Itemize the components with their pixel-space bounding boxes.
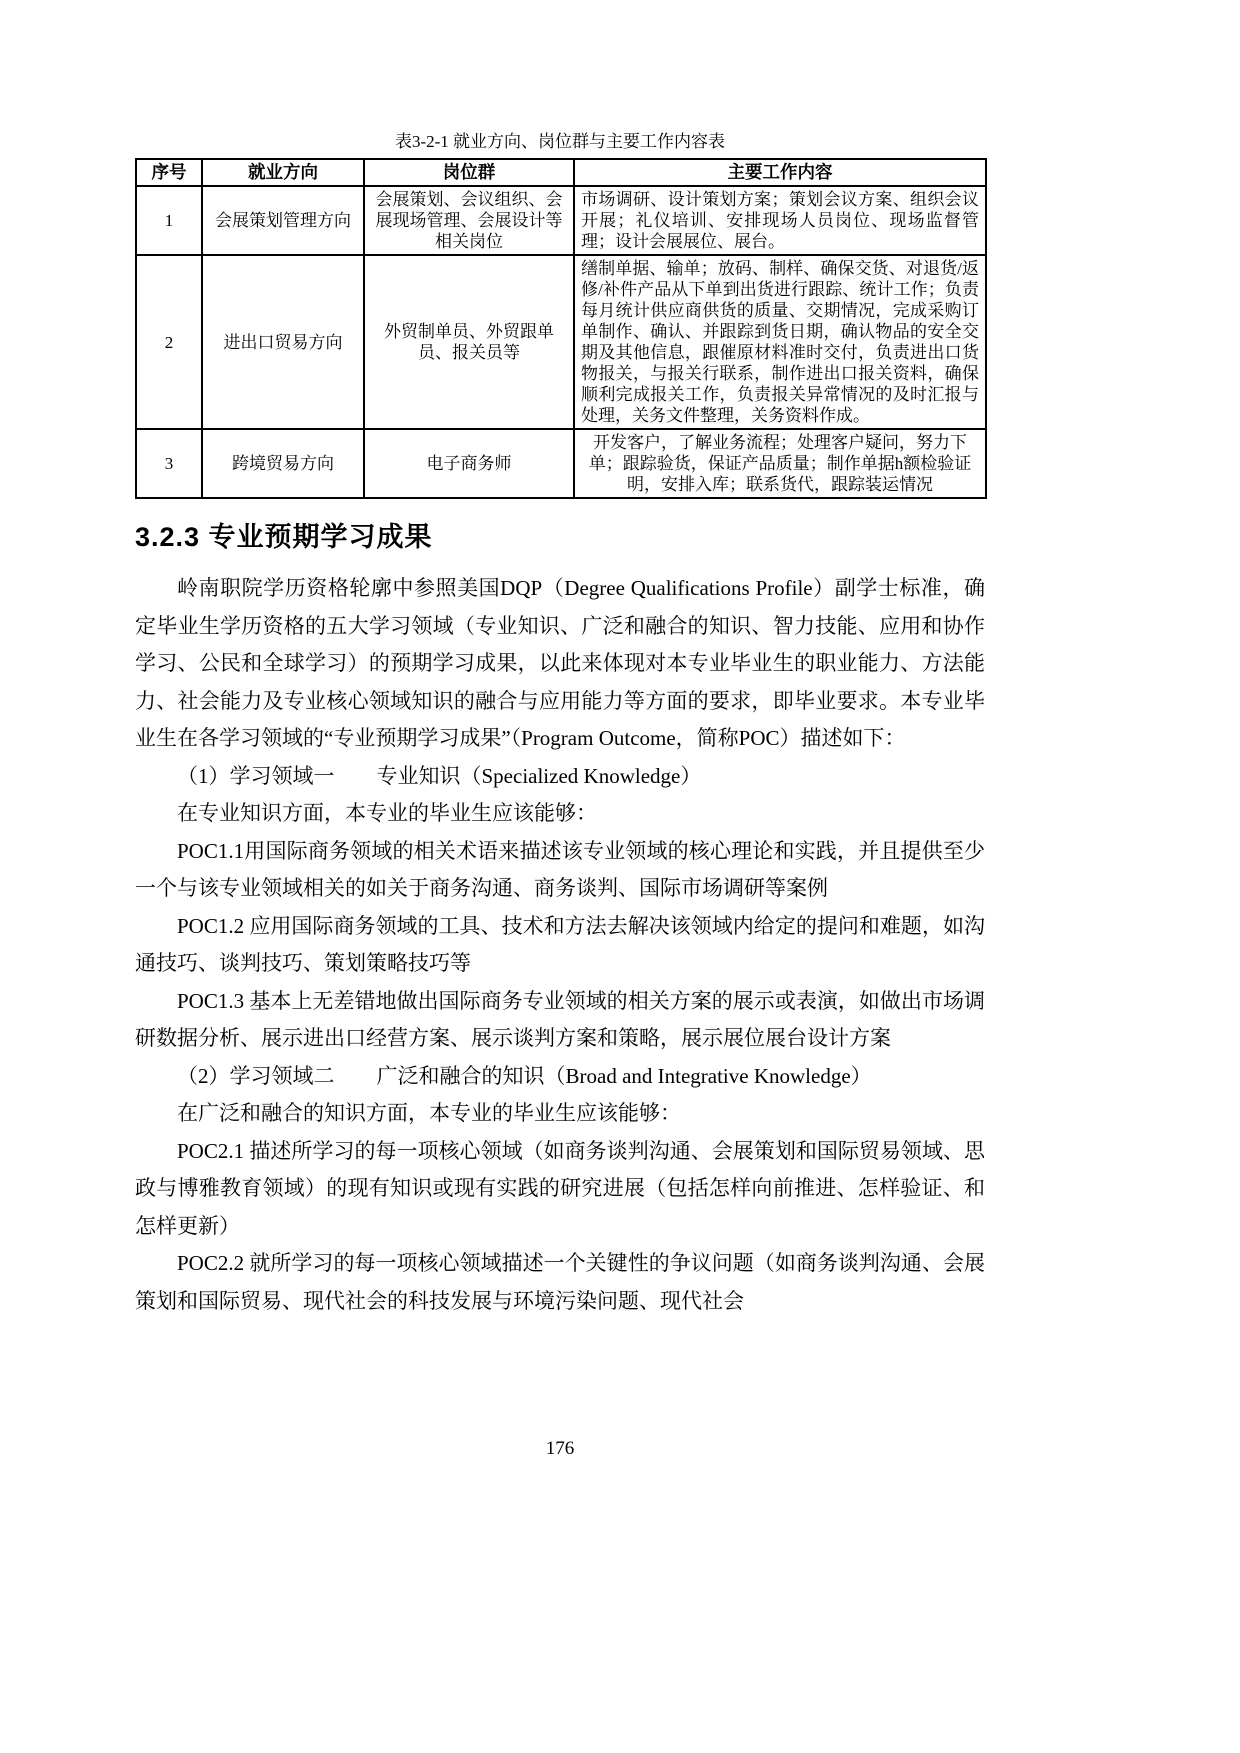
cell-duties: 开发客户，了解业务流程；处理客户疑问，努力下单；跟踪验货，保证产品质量；制作单据h额检验证明，安排入库；联系货代，跟踪装运情况 — [574, 429, 986, 498]
cell-positions: 会展策划、会议组织、会展现场管理、会展设计等相关岗位 — [364, 186, 574, 255]
paragraph-poc-2-2: POC2.2 就所学习的每一项核心领域描述一个关键性的争议问题（如商务谈判沟通、会展策划和国际贸易、现代社会的科技发展与环境污染问题、现代社会 — [135, 1251, 985, 1313]
paragraph-domain-2-title: （2）学习领域二 广泛和融合的知识（Broad and Integrative Knowledge） — [177, 1063, 872, 1088]
paragraph-intro: 岭南职院学历资格轮廓中参照美国DQP（Degree Qualifications Profile）副学士标准，确定毕业生学历资格的五大学习领域（专业知识、广泛和融合的知识、智力技能、应用和协作学习、公民和全球学习）的预期学习成果，以此来体现对本专业毕业生的职业能力、方法能力、社会能力及专业核心领域知识的融合与应用能力等方面的要求，即毕业要求。本专业毕业生在各学习领域的“专业预期学习成果”（Program Outcome，简称POC）描述如下： — [135, 576, 985, 750]
table-row — [136, 186, 986, 255]
page-number: 176 — [545, 1438, 575, 1459]
col-header-positions: 岗位群 — [364, 159, 574, 186]
cell-duties: 市场调研、设计策划方案；策划会议方案、组织会议开展；礼仪培训、安排现场人员岗位、现场监督管理；设计会展展位、展台。 — [574, 186, 986, 255]
col-header-direction: 就业方向 — [202, 159, 364, 186]
document-page — [135, 130, 985, 1320]
cell-no: 3 — [136, 429, 202, 498]
paragraph-poc-1-3: POC1.3 基本上无差错地做出国际商务专业领域的相关方案的展示或表演，如做出市场调研数据分析、展示进出口经营方案、展示谈判方案和策略，展示展位展台设计方案 — [135, 988, 985, 1050]
table-header-row — [136, 159, 986, 186]
cell-no: 2 — [136, 255, 202, 429]
table-row — [136, 429, 986, 498]
cell-positions: 电子商务师 — [364, 429, 574, 498]
section-heading: 3.2.3 专业预期学习成果 — [135, 522, 433, 552]
paragraph-domain-2-lead: 在广泛和融合的知识方面，本专业的毕业生应该能够： — [177, 1101, 681, 1125]
cell-direction: 跨境贸易方向 — [202, 429, 364, 498]
paragraph-domain-1-lead: 在专业知识方面，本专业的毕业生应该能够： — [177, 801, 597, 825]
table-row — [136, 255, 986, 429]
paragraph-poc-1-2: POC1.2 应用国际商务领域的工具、技术和方法去解决该领域内给定的提问和难题，如沟通技巧、谈判技巧、策划策略技巧等 — [135, 913, 985, 975]
col-header-duties: 主要工作内容 — [574, 159, 986, 186]
cell-direction: 进出口贸易方向 — [202, 255, 364, 429]
paragraph-domain-1-title: （1）学习领域一 专业知识（Specialized Knowledge） — [177, 763, 702, 788]
col-header-no: 序号 — [136, 159, 202, 186]
cell-direction: 会展策划管理方向 — [202, 186, 364, 255]
paragraph-poc-2-1: POC2.1 描述所学习的每一项核心领域（如商务谈判沟通、会展策划和国际贸易领域、思政与博雅教育领域）的现有知识或现有实践的研究进展（包括怎样向前推进、怎样验证、和怎样更新） — [135, 1138, 985, 1238]
cell-no: 1 — [136, 186, 202, 255]
cell-positions: 外贸制单员、外贸跟单员、报关员等 — [364, 255, 574, 429]
paragraph-poc-1-1: POC1.1用国际商务领域的相关术语来描述该专业领域的核心理论和实践，并且提供至少一个与该专业领域相关的如关于商务沟通、商务谈判、国际市场调研等案例 — [135, 838, 985, 900]
employment-table — [135, 158, 987, 499]
table-caption: 表3-2-1 就业方向、岗位群与主要工作内容表 — [394, 132, 726, 151]
cell-duties: 缮制单据、输单；放码、制样、确保交货、对退货/返修/补件产品从下单到出货进行跟踪、统计工作；负责每月统计供应商供货的质量、交期情况，完成采购订单制作、确认、并跟踪到货日期，确认物品的安全交期及其他信息，跟催原材料准时交付，负责进出口货物报关，与报关行联系，制作进出口报关资料，确保顺利完成报关工作，负责报关异常情况的及时汇报与处理，关务文件整理，关务资料作成。 — [574, 255, 986, 429]
